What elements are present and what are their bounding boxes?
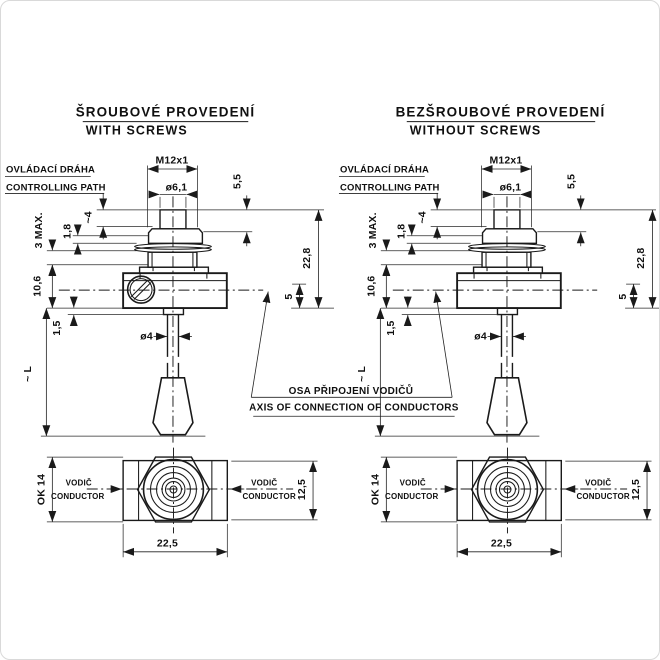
technical-drawing: [1, 1, 659, 659]
dim-12-5: 12,5: [631, 478, 643, 501]
right-axis-leader: [436, 292, 452, 398]
dim-22-5: 22,5: [156, 538, 179, 550]
conductor-en-label: CONDUCTOR: [51, 491, 105, 501]
dim-10-6: 10,6: [366, 275, 378, 297]
right-side-view: [357, 156, 659, 443]
dim-5-5: 5,5: [566, 173, 578, 190]
dim-5: 5: [618, 293, 630, 300]
dim-plunger-dia: ø6,1: [165, 182, 188, 194]
dim-thread: M12x1: [155, 155, 189, 167]
dimension-lines: [46, 169, 318, 436]
extension-lines: [381, 457, 652, 557]
dim-5-5: 5,5: [232, 173, 244, 190]
controlling-path-en-label: CONTROLLING PATH: [5, 182, 106, 194]
controlling-path-cz-label: OVLÁDACÍ DRÁHA: [5, 164, 96, 176]
dim-22-5: 22,5: [490, 538, 513, 550]
left-controlling-path-label: [5, 164, 106, 193]
dim-hex: OK 14: [370, 473, 382, 506]
dim-travel: ~4: [417, 211, 429, 224]
left-bottom-view: [36, 448, 317, 558]
collar: [164, 308, 184, 314]
right-bottom-view: [370, 448, 651, 558]
dim-stem-dia: ø4: [474, 331, 487, 343]
threaded-bushing: [482, 252, 531, 267]
dimension-lines: [380, 169, 652, 436]
controlling-path-cz-label: OVLÁDACÍ DRÁHA: [339, 164, 430, 176]
dim-22-8: 22,8: [302, 247, 314, 269]
body: [457, 273, 561, 308]
dim-1-8: 1,8: [62, 223, 74, 239]
conductor-cz-label: VODIČ: [251, 478, 278, 488]
left-title-en: WITH SCREWS: [85, 123, 188, 138]
threaded-bushing: [148, 252, 197, 267]
screw-inner-circle: [130, 279, 152, 301]
dim-length: ~ L: [22, 365, 34, 382]
conductor-en-label: CONDUCTOR: [242, 491, 296, 501]
conductor-en-label: CONDUCTOR: [385, 491, 439, 501]
dim-1-8: 1,8: [396, 223, 408, 239]
axis-note-cz: OSA PŘIPOJENÍ VODIČŮ: [288, 385, 414, 397]
conductor-cz-label: VODIČ: [399, 478, 426, 488]
conductor-en-label: CONDUCTOR: [576, 491, 630, 501]
dim-1-5: 1,5: [51, 320, 63, 336]
screw-slot: [131, 280, 151, 300]
dim-10-6: 10,6: [32, 275, 44, 297]
axis-note: [249, 292, 459, 417]
dimension-lines: [52, 457, 313, 552]
extension-lines: [375, 166, 659, 437]
dim-3-max: 3 MAX.: [33, 212, 45, 249]
conductor-cz-label: VODIČ: [585, 478, 612, 488]
dim-5: 5: [284, 293, 296, 300]
extension-lines: [47, 457, 318, 557]
dim-22-8: 22,8: [636, 247, 648, 269]
right-title-en: WITHOUT SCREWS: [409, 123, 542, 138]
dim-stem-dia: ø4: [140, 331, 153, 343]
dim-12-5: 12,5: [297, 478, 309, 501]
dimension-lines: [386, 457, 647, 552]
conductor-cz-label: VODIČ: [65, 478, 92, 488]
body-detail-lines: [457, 273, 561, 280]
left-axis-leader: [251, 292, 268, 398]
dim-hex: OK 14: [36, 473, 48, 506]
thread-lines: [152, 252, 193, 267]
left-side-view: [23, 156, 334, 443]
collar: [497, 308, 517, 314]
hex-nut: [149, 229, 203, 243]
titles: [76, 105, 606, 138]
axis-note-en: AXIS OF CONNECTION OF CONDUCTORS: [249, 402, 459, 414]
dim-plunger-dia: ø6,1: [499, 182, 522, 194]
hex-nut: [483, 229, 537, 243]
controlling-path-en-label: CONTROLLING PATH: [339, 182, 440, 194]
dim-thread: M12x1: [489, 155, 523, 167]
left-title-cz: ŠROUBOVÉ PROVEDENÍ: [75, 104, 256, 120]
dim-3-max: 3 MAX.: [367, 212, 379, 249]
right-controlling-path-label: [339, 164, 440, 193]
dim-1-5: 1,5: [385, 320, 397, 336]
right-title-cz: BEZŠROUBOVÉ PROVEDENÍ: [395, 104, 606, 120]
dim-length: ~ L: [356, 365, 368, 382]
thread-lines: [486, 252, 527, 267]
dim-travel: ~4: [83, 211, 95, 224]
